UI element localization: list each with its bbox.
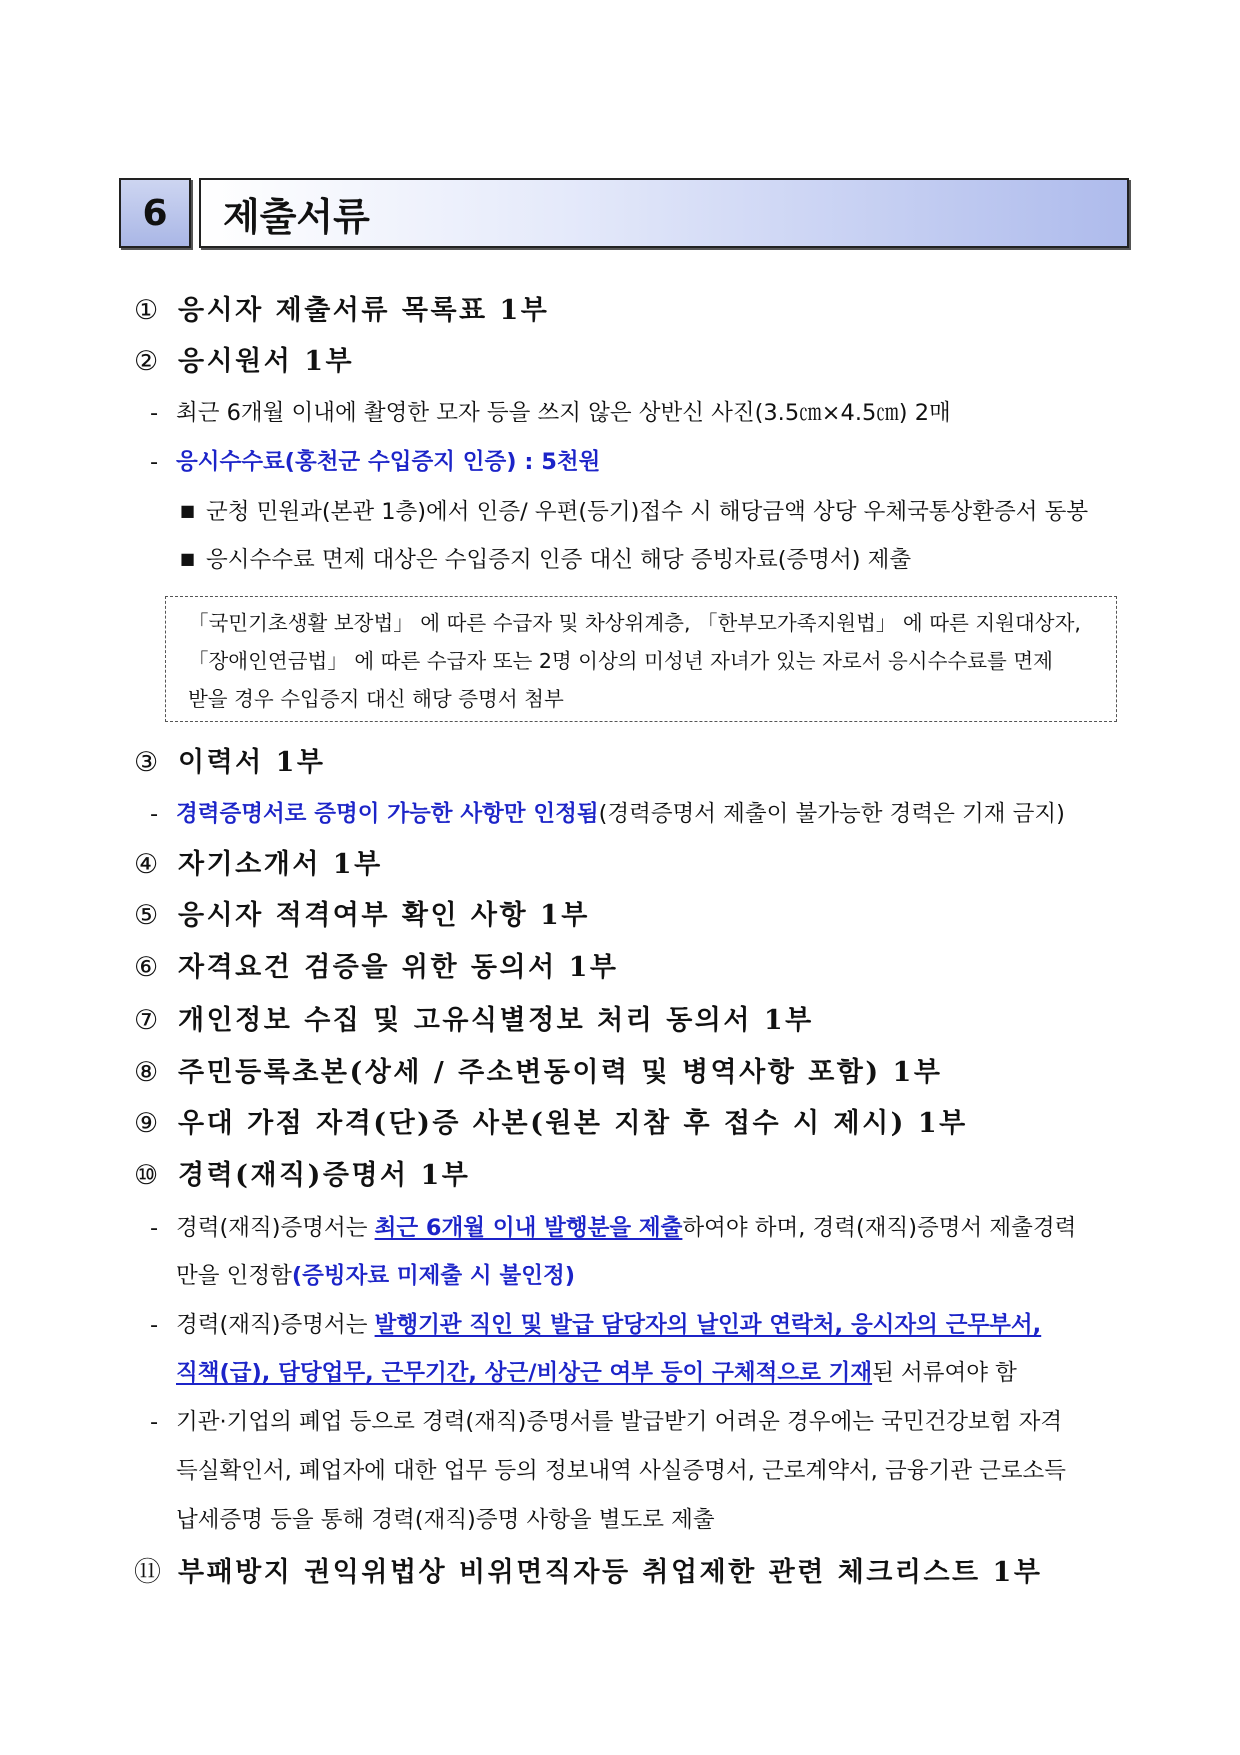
item-marker: ⑥ [134,952,161,983]
item-text: 우대 가점 자격(단)증 사본(원본 지참 후 접수 시 제시) 1부 [178,1108,968,1139]
item-4 [134,842,383,881]
item-marker: ⑤ [134,900,161,931]
section-title: 제출서류 [199,178,1129,248]
section-number: 6 [119,178,191,248]
career-cert-rule-1: - 경력(재직)증명서는 최근 6개월 이내 발행분을 제출하여야 하며, 경력(재직)증명서 제출경력 [150,1215,1077,1241]
item-3 [134,740,326,779]
career-cert-rule-2: - 경력(재직)증명서는 발행기관 직인 및 발급 담당자의 날인과 연락처, 응시자의 근무부서, [150,1312,1042,1338]
item-text: 이력서 1부 [178,747,326,778]
note-line: 받을 경우 수입증지 대신 해당 증명서 첨부 [188,687,564,711]
fee-bullet: ■ 응시수수료 면제 대상은 수입증지 인증 대신 해당 증빙자료(증명서) 제출 [180,547,912,573]
item-9 [134,1101,968,1140]
item-text: 응시자 제출서류 목록표 1부 [178,295,550,326]
note-line: 「장애인연금법」 에 따른 수급자 또는 2명 이상의 미성년 자녀가 있는 자로서 응시수수료를 면제 [188,649,1053,673]
item-marker: ⑪ [134,1557,164,1588]
item-text: 개인정보 수집 및 고유식별정보 처리 동의서 1부 [178,1005,814,1036]
item-1 [134,288,549,327]
career-cert-rule-3: - 기관·기업의 폐업 등으로 경력(재직)증명서를 발급받기 어려운 경우에는 국민건강보험 자격 [150,1409,1063,1435]
section-header [119,178,1131,248]
item-text: 응시자 적격여부 확인 사항 1부 [178,900,590,931]
item-marker: ⑦ [134,1005,161,1036]
item-marker: ⑨ [134,1108,161,1139]
item-text: 응시원서 1부 [178,346,355,377]
item-text: 경력(재직)증명서 1부 [178,1160,471,1191]
item-text: 부패방지 권익위법상 비위면직자등 취업제한 관련 체크리스트 1부 [178,1557,1043,1588]
item-marker: ⑩ [134,1160,161,1191]
item-text: 자격요건 검증을 위한 동의서 1부 [178,952,619,983]
note-line: 「국민기초생활 보장법」 에 따른 수급자 및 차상위계층, 「한부모가족지원법」 에 따른 지원대상자, [188,611,1081,635]
item-marker: ③ [134,747,161,778]
item-marker: ⑧ [134,1057,161,1088]
item-7 [134,998,814,1037]
fee-exemption-note [165,596,1117,722]
career-cert-rule-3-cont: 득실확인서, 폐업자에 대한 업무 등의 정보내역 사실증명서, 근로계약서, 금융기관 근로소득 [176,1458,1067,1484]
career-cert-rule-2-cont: 직책(급), 담당업무, 근무기간, 상근/비상근 여부 등이 구체적으로 기재된 서류여야 함 [176,1360,1017,1386]
item-marker: ① [134,295,161,326]
photo-requirement: - 최근 6개월 이내에 촬영한 모자 등을 쓰지 않은 상반신 사진(3.5㎝×4.5㎝) 2매 [150,400,951,426]
item-text: 주민등록초본(상세 / 주소변동이력 및 병역사항 포함) 1부 [178,1057,943,1088]
career-cert-rule-1-cont: 만을 인정함(증빙자료 미제출 시 불인정) [176,1263,575,1289]
item-2 [134,339,354,378]
item-marker: ④ [134,849,161,880]
item-10 [134,1153,470,1192]
item-marker: ② [134,346,161,377]
fee-bullet: ■ 군청 민원과(본관 1층)에서 인증/ 우편(등기)접수 시 해당금액 상당 우체국통상환증서 동봉 [180,499,1089,525]
item-6 [134,945,618,984]
item-11 [134,1550,1042,1589]
item-text: 자기소개서 1부 [178,849,383,880]
fee-requirement: - 응시수수료(홍천군 수입증지 인증) : 5천원 [150,449,601,475]
item-8 [134,1050,942,1089]
career-certification-note: - 경력증명서로 증명이 가능한 사항만 인정됨(경력증명서 제출이 불가능한 경력은 기재 금지) [150,801,1065,827]
career-cert-rule-3-cont: 납세증명 등을 통해 경력(재직)증명 사항을 별도로 제출 [176,1507,715,1533]
item-5 [134,893,590,932]
